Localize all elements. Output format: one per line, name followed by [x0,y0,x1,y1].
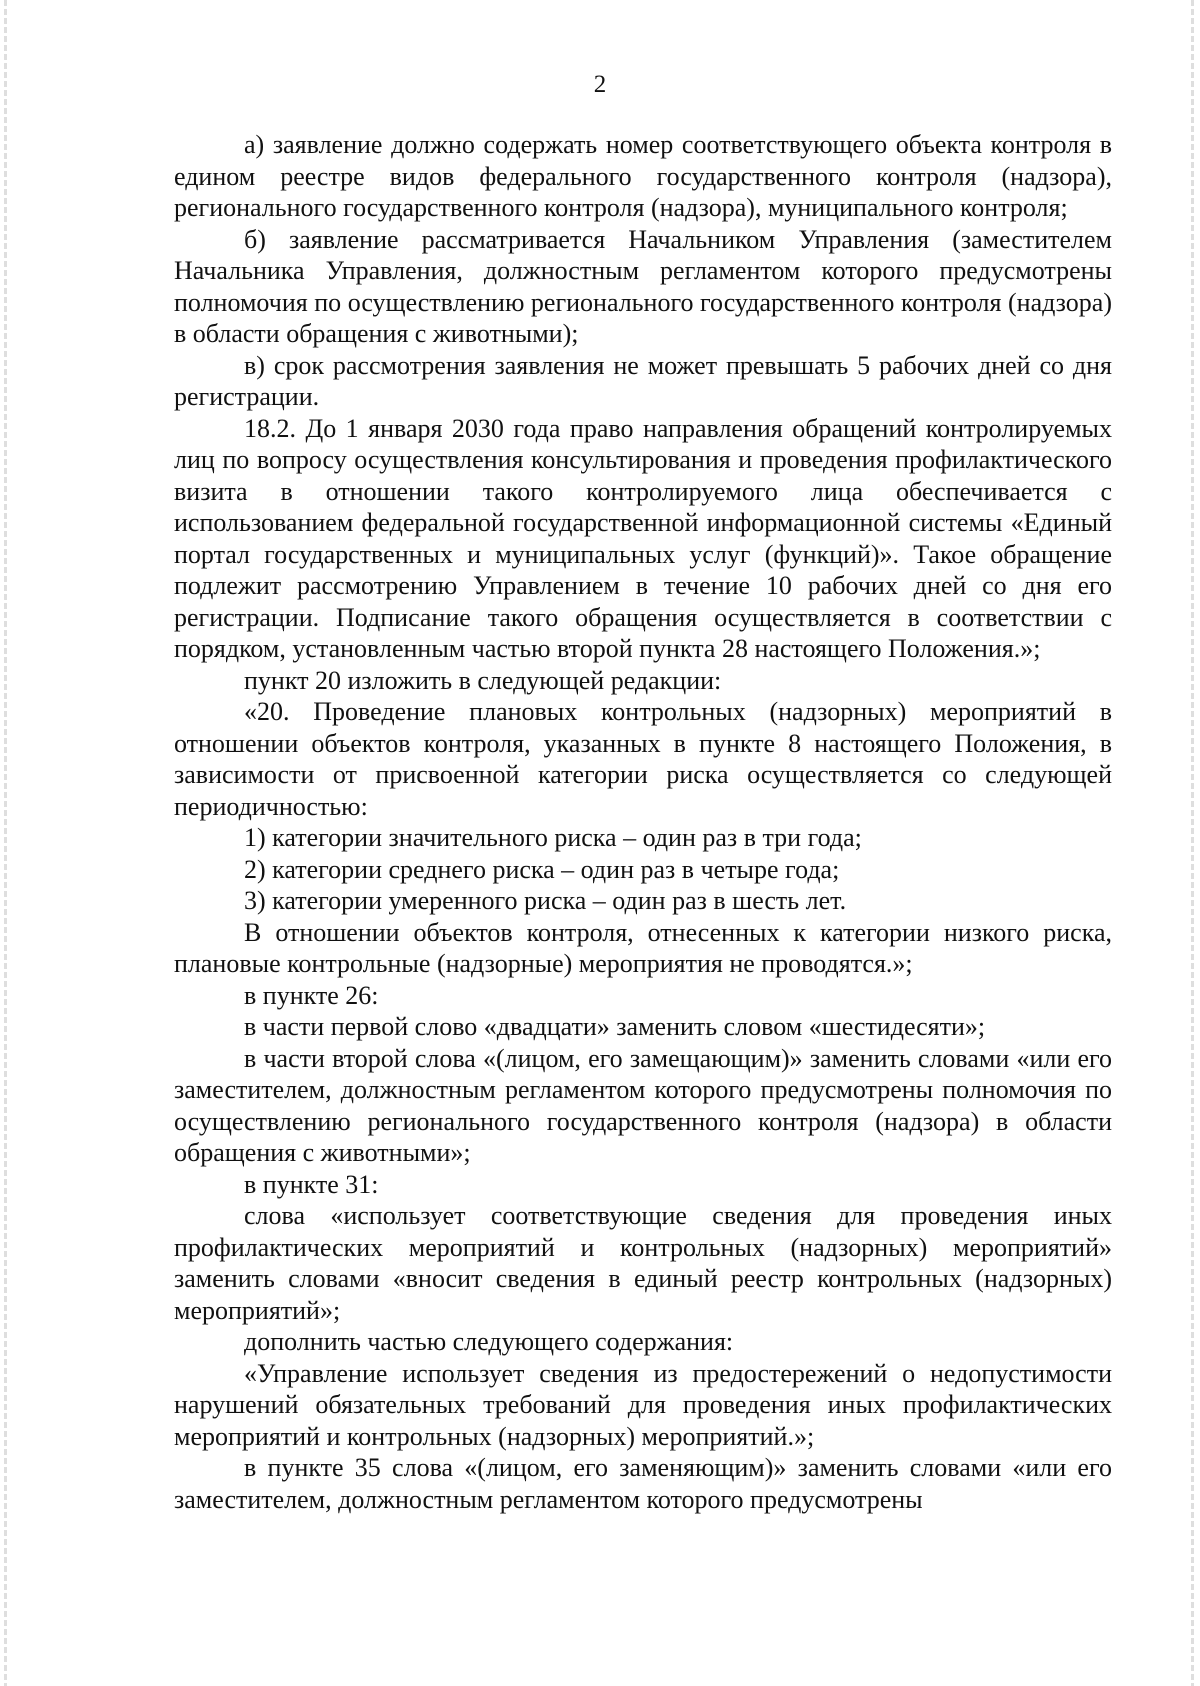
page-number: 2 [593,71,607,98]
paragraph-risk-1: 1) категории значительного риска – один раз в три года; [244,823,862,852]
paragraph-item-c: в) срок рассмотрения заявления не может превышать 5 рабочих дней со дня регистрации. [174,350,1112,411]
paragraph-point-20-intro: пункт 20 изложить в следующей редакции: [244,665,722,695]
paragraph-31-words: слова «использует соответствующие сведения для проведения иных профилактических мероприятий и контрольных (надзорных) мероприятий» заменить словами «вносит сведения в единый реестр контрольных (надзорных) мероприятий»; [174,1201,1112,1325]
paragraph-point-26: в пункте 26: [244,980,379,1010]
paragraph-low-risk: В отношении объектов контроля, отнесенных к категории низкого риска, плановые контрольные (надзорные) мероприятия не проводятся.»; [174,917,1112,978]
scan-edge-right [1191,0,1194,1686]
paragraph-point-31: в пункте 31: [244,1169,379,1199]
paragraph-31-new-part: «Управление использует сведения из предостережений о недопустимости нарушений обязательных требований для проведения иных профилактических мероприятий и контрольных (надзорных) мероприятий.»; [174,1358,1112,1451]
paragraph-point-35: в пункте 35 слова «(лицом, его заменяющим)» заменить словами «или его заместителем, должностным регламентом которого предусмотрены [174,1453,1112,1514]
paragraph-item-a: а) заявление должно содержать номер соответствующего объекта контроля в едином реестре видов федерального государственного контроля (надзора), регионального государственного контроля (надзора), муниципального контроля; [174,130,1112,222]
paragraph-26-part-2: в части второй слова «(лицом, его замещающим)» заменить словами «или его заместителем, должностным регламентом которого предусмотрены полномочия по осуществлению регионального государственного контроля (надзора) в области обращения с животными»; [174,1043,1112,1167]
scan-edge-left [4,0,7,1686]
paragraph-risk-3: 3) категории умеренного риска – один раз в шесть лет. [244,886,847,915]
paragraph-item-b: б) заявление рассматривается Начальником Управления (заместителем Начальника Управления, должностным регламентом которого предусмотрены полномочия по осуществлению регионального государственного контроля (надзора) в области обращения с животными); [174,224,1112,348]
document-body [174,129,1112,1515]
paragraph-26-part-1: в части первой слово «двадцати» заменить словом «шестидесяти»; [244,1012,986,1041]
paragraph-18-2: 18.2. До 1 января 2030 года право направления обращений контролируемых лиц по вопросу осуществления консультирования и проведения профилактического визита в отношении такого контролируемого лица обеспечивается с использованием федеральной государственной информационной системы «Единый портал государственных и муниципальных услуг (функций)». Такое обращение подлежит рассмотрению Управлением в течение 10 рабочих дней со дня его регистрации. Подписание такого обращения осуществляется в соответствии с порядком, установленным частью второй пункта 28 настоящего Положения.»; [174,413,1112,663]
paragraph-risk-2: 2) категории среднего риска – один раз в четыре года; [244,854,840,884]
paragraph-31-supplement: дополнить частью следующего содержания: [244,1327,734,1356]
paragraph-point-20-text: «20. Проведение плановых контрольных (надзорных) мероприятий в отношении объектов контроля, указанных в пункте 8 настоящего Положения, в зависимости от присвоенной категории риска осуществляется со следующей периодичностью: [174,697,1112,821]
